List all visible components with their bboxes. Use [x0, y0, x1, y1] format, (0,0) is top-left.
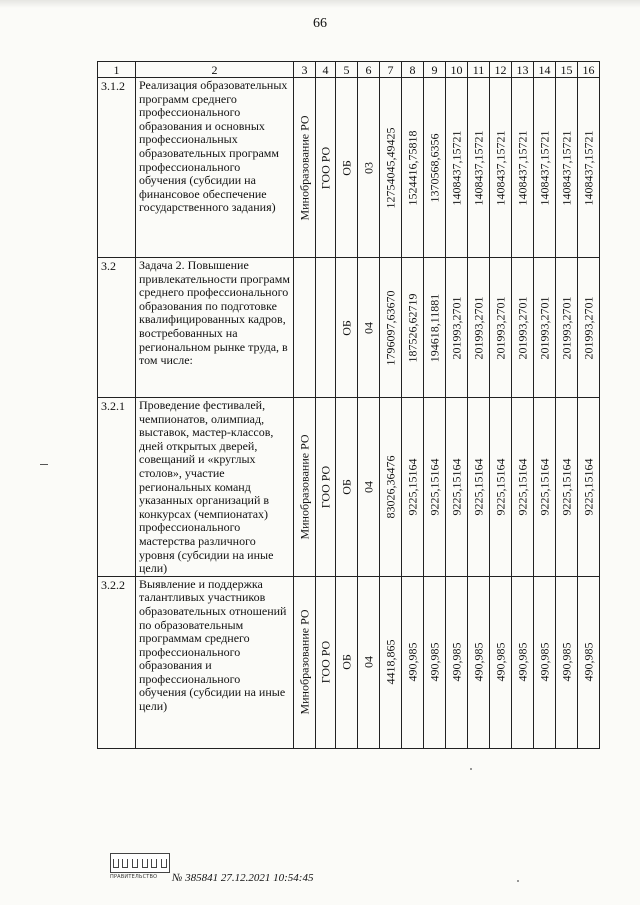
table-row: [98, 398, 600, 577]
amount-cell: [534, 258, 556, 398]
header-cell: 16: [578, 62, 600, 78]
government-stamp: [110, 853, 170, 880]
building-emblem-icon: [110, 853, 170, 873]
amount-cell: [424, 78, 446, 258]
amount-cell-text: 201993,2701: [449, 296, 463, 359]
amount-cell-text: 490,985: [537, 642, 551, 682]
amount-cell: [380, 258, 402, 398]
header-cell: 13: [512, 62, 534, 78]
amount-cell: [380, 576, 402, 748]
amount-cell: [468, 576, 490, 748]
amount-cell: [578, 398, 600, 577]
section-cell-text: 04: [361, 480, 375, 493]
amount-cell-text: 1408437,15721: [581, 130, 595, 205]
budget-cell-text: ОБ: [339, 479, 353, 495]
amount-cell: [578, 258, 600, 398]
section-cell: [358, 78, 380, 258]
header-cell: 2: [136, 62, 294, 78]
scan-mark: [40, 464, 48, 465]
scan-edge: [0, 0, 640, 8]
header-cell: 8: [402, 62, 424, 78]
header-cell: 9: [424, 62, 446, 78]
amount-cell: [424, 258, 446, 398]
amount-cell: [380, 78, 402, 258]
budget-cell: [336, 576, 358, 748]
grbs-cell-text: ГОО РО: [318, 640, 332, 684]
amount-cell-text: 490,985: [405, 642, 419, 682]
amount-cell-text: 490,985: [449, 642, 463, 682]
amount-cell-text: 9225,15164: [471, 458, 485, 516]
amount-cell-text: 9225,15164: [493, 458, 507, 516]
amount-cell-text: 1408437,15721: [559, 130, 573, 205]
budget-table: [97, 61, 600, 749]
amount-cell: [512, 258, 534, 398]
amount-cell-text: 201993,2701: [537, 296, 551, 359]
amount-cell: [556, 398, 578, 577]
section-cell: [358, 258, 380, 398]
amount-cell: [556, 78, 578, 258]
amount-cell-text: 490,985: [493, 642, 507, 682]
budget-cell-text: ОБ: [339, 319, 353, 336]
amount-cell-text: 201993,2701: [559, 296, 573, 359]
amount-cell: [512, 576, 534, 748]
amount-cell-text: 490,985: [427, 642, 441, 682]
header-cell: 7: [380, 62, 402, 78]
amount-cell-text: 4418,865: [383, 639, 397, 685]
amount-cell-text: 490,985: [559, 642, 573, 682]
executor-cell: [294, 576, 316, 748]
amount-cell: [578, 78, 600, 258]
amount-cell-text: 9225,15164: [405, 458, 419, 516]
amount-cell: [380, 398, 402, 577]
grbs-cell: [316, 258, 336, 398]
amount-cell: [556, 576, 578, 748]
amount-cell: [468, 398, 490, 577]
amount-cell-text: 201993,2701: [493, 296, 507, 359]
amount-cell: [424, 576, 446, 748]
header-cell: 4: [316, 62, 336, 78]
amount-cell-text: 490,985: [471, 642, 485, 682]
amount-cell: [446, 258, 468, 398]
header-cell: 14: [534, 62, 556, 78]
section-cell-text: 03: [361, 161, 375, 174]
amount-cell-text: 201993,2701: [515, 296, 529, 359]
scan-dot: [517, 880, 519, 882]
amount-cell: [402, 78, 424, 258]
amount-cell: [556, 258, 578, 398]
amount-cell-text: 1408437,15721: [537, 130, 551, 205]
amount-cell: [534, 398, 556, 577]
amount-cell: [490, 258, 512, 398]
amount-cell-text: 1408437,15721: [493, 130, 507, 205]
document-registration: № 385841 27.12.2021 10:54:45: [172, 872, 314, 884]
row-description: Задача 2. Повышение привлекательности программ среднего профессионального образования по подготовке квалифицированных кадров, востребованных на региональном рынке труда, в том числе:: [136, 258, 294, 398]
table-row: [98, 78, 600, 258]
amount-cell-text: 490,985: [581, 642, 595, 682]
row-code: 3.1.2: [98, 78, 136, 258]
amount-cell-text: 9225,15164: [581, 458, 595, 516]
amount-cell: [446, 78, 468, 258]
header-row: [98, 62, 600, 78]
amount-cell-text: 201993,2701: [581, 296, 595, 359]
budget-cell-text: ОБ: [339, 159, 353, 176]
amount-cell: [534, 78, 556, 258]
amount-cell-text: 187526,62719: [405, 293, 419, 362]
amount-cell-text: 1796097,63670: [383, 290, 397, 365]
grbs-cell: [316, 78, 336, 258]
amount-cell-text: 12754045,49425: [383, 127, 397, 208]
executor-cell-text: Минобразование РО: [297, 434, 311, 540]
amount-cell: [490, 78, 512, 258]
amount-cell: [446, 576, 468, 748]
amount-cell: [490, 398, 512, 577]
table-row: [98, 576, 600, 748]
header-cell: 1: [98, 62, 136, 78]
row-description: Проведение фестивалей, чемпионатов, олимпиад, выставок, мастер-классов, дней открытых дверей, совещаний и «круглых столов», участие региональных команд указанных организаций в конкурсах (чемпионатах) профессионального мастерства различного уровня (субсидии на иные цели): [136, 398, 294, 577]
header-cell: 10: [446, 62, 468, 78]
amount-cell-text: 201993,2701: [471, 296, 485, 359]
amount-cell: [512, 78, 534, 258]
header-cell: 12: [490, 62, 512, 78]
executor-cell-text: Минобразование РО: [297, 114, 311, 221]
section-cell-text: 04: [361, 656, 375, 669]
budget-cell: [336, 258, 358, 398]
header-cell: 6: [358, 62, 380, 78]
amount-cell: [490, 576, 512, 748]
amount-cell-text: 9225,15164: [559, 458, 573, 516]
executor-cell-text: Минобразование РО: [297, 609, 311, 715]
row-description: Выявление и поддержка талантливых участников образовательных отношений по образовательным программам среднего профессионального образования и профессионального обучения (субсидии на иные цели): [136, 576, 294, 748]
header-cell: 15: [556, 62, 578, 78]
amount-cell-text: 1408437,15721: [449, 130, 463, 205]
amount-cell-text: 1370568,6356: [427, 133, 441, 202]
row-code: 3.2.2: [98, 576, 136, 748]
grbs-cell: [316, 398, 336, 577]
header-cell: 3: [294, 62, 316, 78]
amount-cell: [424, 398, 446, 577]
row-code: 3.2: [98, 258, 136, 398]
grbs-cell-text: ГОО РО: [318, 146, 332, 189]
executor-cell: [294, 78, 316, 258]
amount-cell: [468, 78, 490, 258]
amount-cell-text: 9225,15164: [427, 458, 441, 516]
page-number: 66: [313, 16, 327, 31]
amount-cell: [534, 576, 556, 748]
amount-cell-text: 490,985: [515, 642, 529, 682]
amount-cell: [578, 576, 600, 748]
scan-dot: [470, 768, 472, 770]
budget-cell: [336, 398, 358, 577]
budget-cell: [336, 78, 358, 258]
executor-cell: [294, 398, 316, 577]
amount-cell: [402, 258, 424, 398]
amount-cell: [402, 576, 424, 748]
header-cell: 11: [468, 62, 490, 78]
header-cell: 5: [336, 62, 358, 78]
grbs-cell-text: ГОО РО: [318, 465, 332, 509]
section-cell-text: 04: [361, 321, 375, 334]
amount-cell: [468, 258, 490, 398]
amount-cell-text: 1408437,15721: [471, 130, 485, 205]
amount-cell-text: 9225,15164: [537, 458, 551, 516]
grbs-cell: [316, 576, 336, 748]
amount-cell-text: 9225,15164: [515, 458, 529, 516]
budget-cell-text: ОБ: [339, 654, 353, 670]
amount-cell: [446, 398, 468, 577]
executor-cell: [294, 258, 316, 398]
table-row: [98, 258, 600, 398]
stamp-caption: ПРАВИТЕЛЬСТВО: [110, 874, 158, 880]
amount-cell: [512, 398, 534, 577]
amount-cell-text: 9225,15164: [449, 458, 463, 516]
amount-cell-text: 1408437,15721: [515, 130, 529, 205]
section-cell: [358, 398, 380, 577]
amount-cell-text: 194618,11881: [427, 293, 441, 362]
section-cell: [358, 576, 380, 748]
amount-cell-text: 83026,36476: [383, 455, 397, 519]
row-code: 3.2.1: [98, 398, 136, 577]
row-description: Реализация образовательных программ среднего профессионального образования и основных профессиональных образовательных программ профессионального обучения (субсидии на финансовое обеспечение государственного задания): [136, 78, 294, 258]
amount-cell-text: 1524416,75818: [405, 130, 419, 205]
amount-cell: [402, 398, 424, 577]
